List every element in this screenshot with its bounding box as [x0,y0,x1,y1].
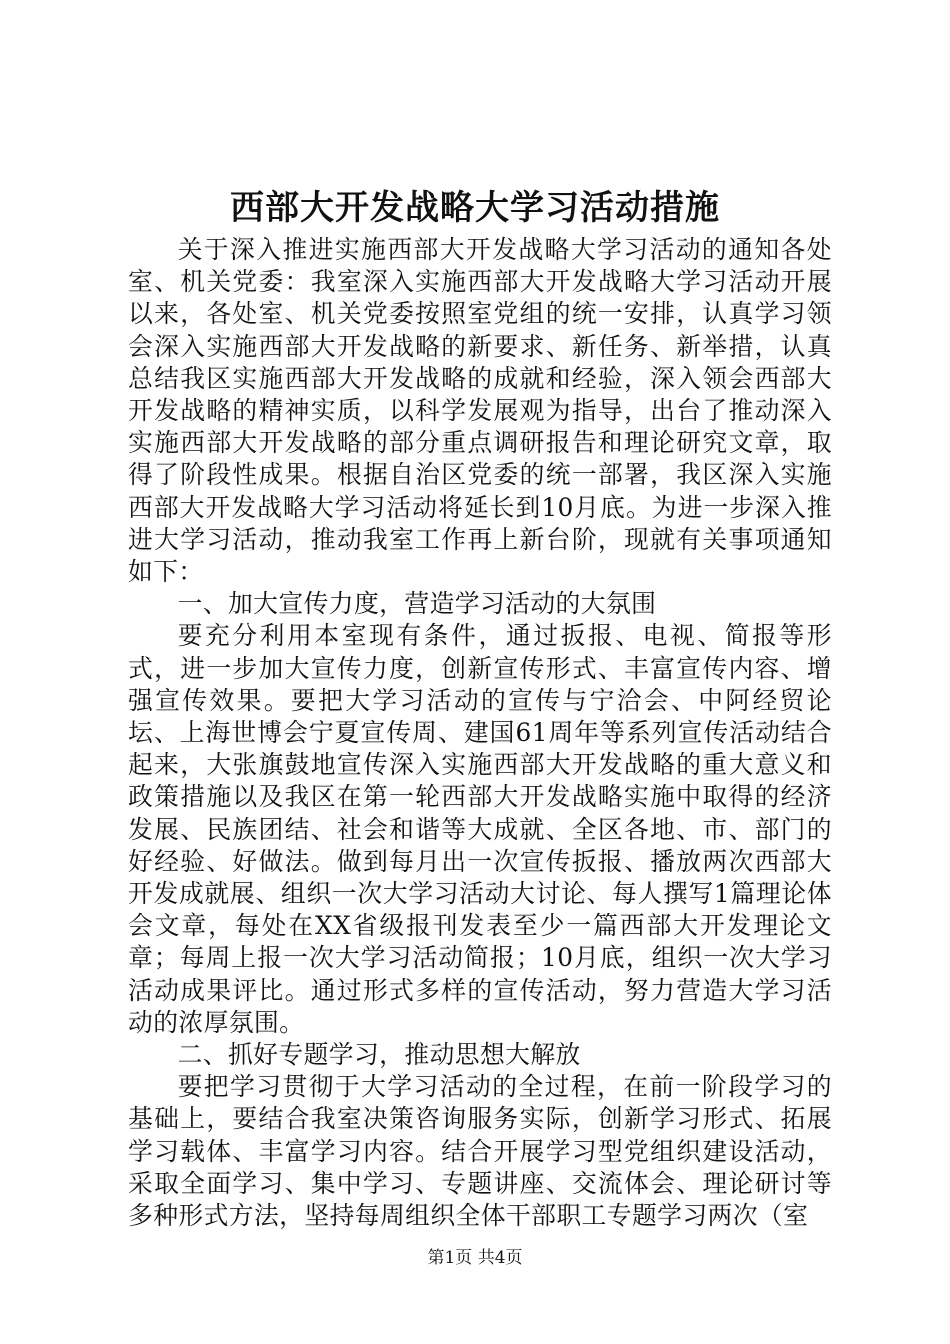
paragraph-study: 要把学习贯彻于大学习活动的全过程，在前一阶段学习的基础上，要结合我室决策咨询服务实际，创新学习形式、拓展学习载体、丰富学习内容。结合开展学习型党组织建设活动，采取全面学习、集中学习、专题讲座、交流体会、理论研讨等多种形式方法，坚持每周组织全体干部职工专题学习两次（室 [128,1072,832,1231]
section-heading-2: 二、抓好专题学习，推动思想大解放 [177,1040,581,1070]
document-body [128,234,832,1232]
paragraph-intro: 关于深入推进实施西部大开发战略大学习活动的通知各处室、机关党委：我室深入实施西部大开发战略大学习活动开展以来，各处室、机关党委按照室党组的统一安排，认真学习领会深入实施西部大开发战略的新要求、新任务、新举措，认真总结我区实施西部大开发战略的成就和经验，深入领会西部大开发战略的精神实质，以科学发展观为指导，出台了推动深入实施西部大开发战略的部分重点调研报告和理论研究文章，取得了阶段性成果。根据自治区党委的统一部署，我区深入实施西部大开发战略大学习活动将延长到10月底。为进一步深入推进大学习活动，推动我室工作再上新台阶，现就有关事项通知如下： [128,235,832,587]
document-title: 西部大开发战略大学习活动措施 [230,188,720,228]
page-footer: 第1页 共4页 [427,1248,523,1268]
section-heading-1: 一、加大宣传力度，营造学习活动的大氛围 [177,589,657,619]
paragraph-publicity: 要充分利用本室现有条件，通过扳报、电视、简报等形式，进一步加大宣传力度，创新宣传形式、丰富宣传内容、增强宣传效果。要把大学习活动的宣传与宁洽会、中阿经贸论坛、上海世博会宁夏宣传周、建国61周年等系列宣传活动结合起来，大张旗鼓地宣传深入实施西部大开发战略的重大意义和政策措施以及我区在第一轮西部大开发战略实施中取得的经济发展、民族团结、社会和谐等大成就、全区各地、市、部门的好经验、好做法。做到每月出一次宣传扳报、播放两次西部大开发成就展、组织一次大学习活动大讨论、每人撰写1篇理论体会文章，每处在XX省级报刊发表至少一篇西部大开发理论文章；每周上报一次大学习活动简报；10月底，组织一次大学习活动成果评比。通过形式多样的宣传活动，努力营造大学习活动的浓厚氛围。 [128,621,832,1037]
